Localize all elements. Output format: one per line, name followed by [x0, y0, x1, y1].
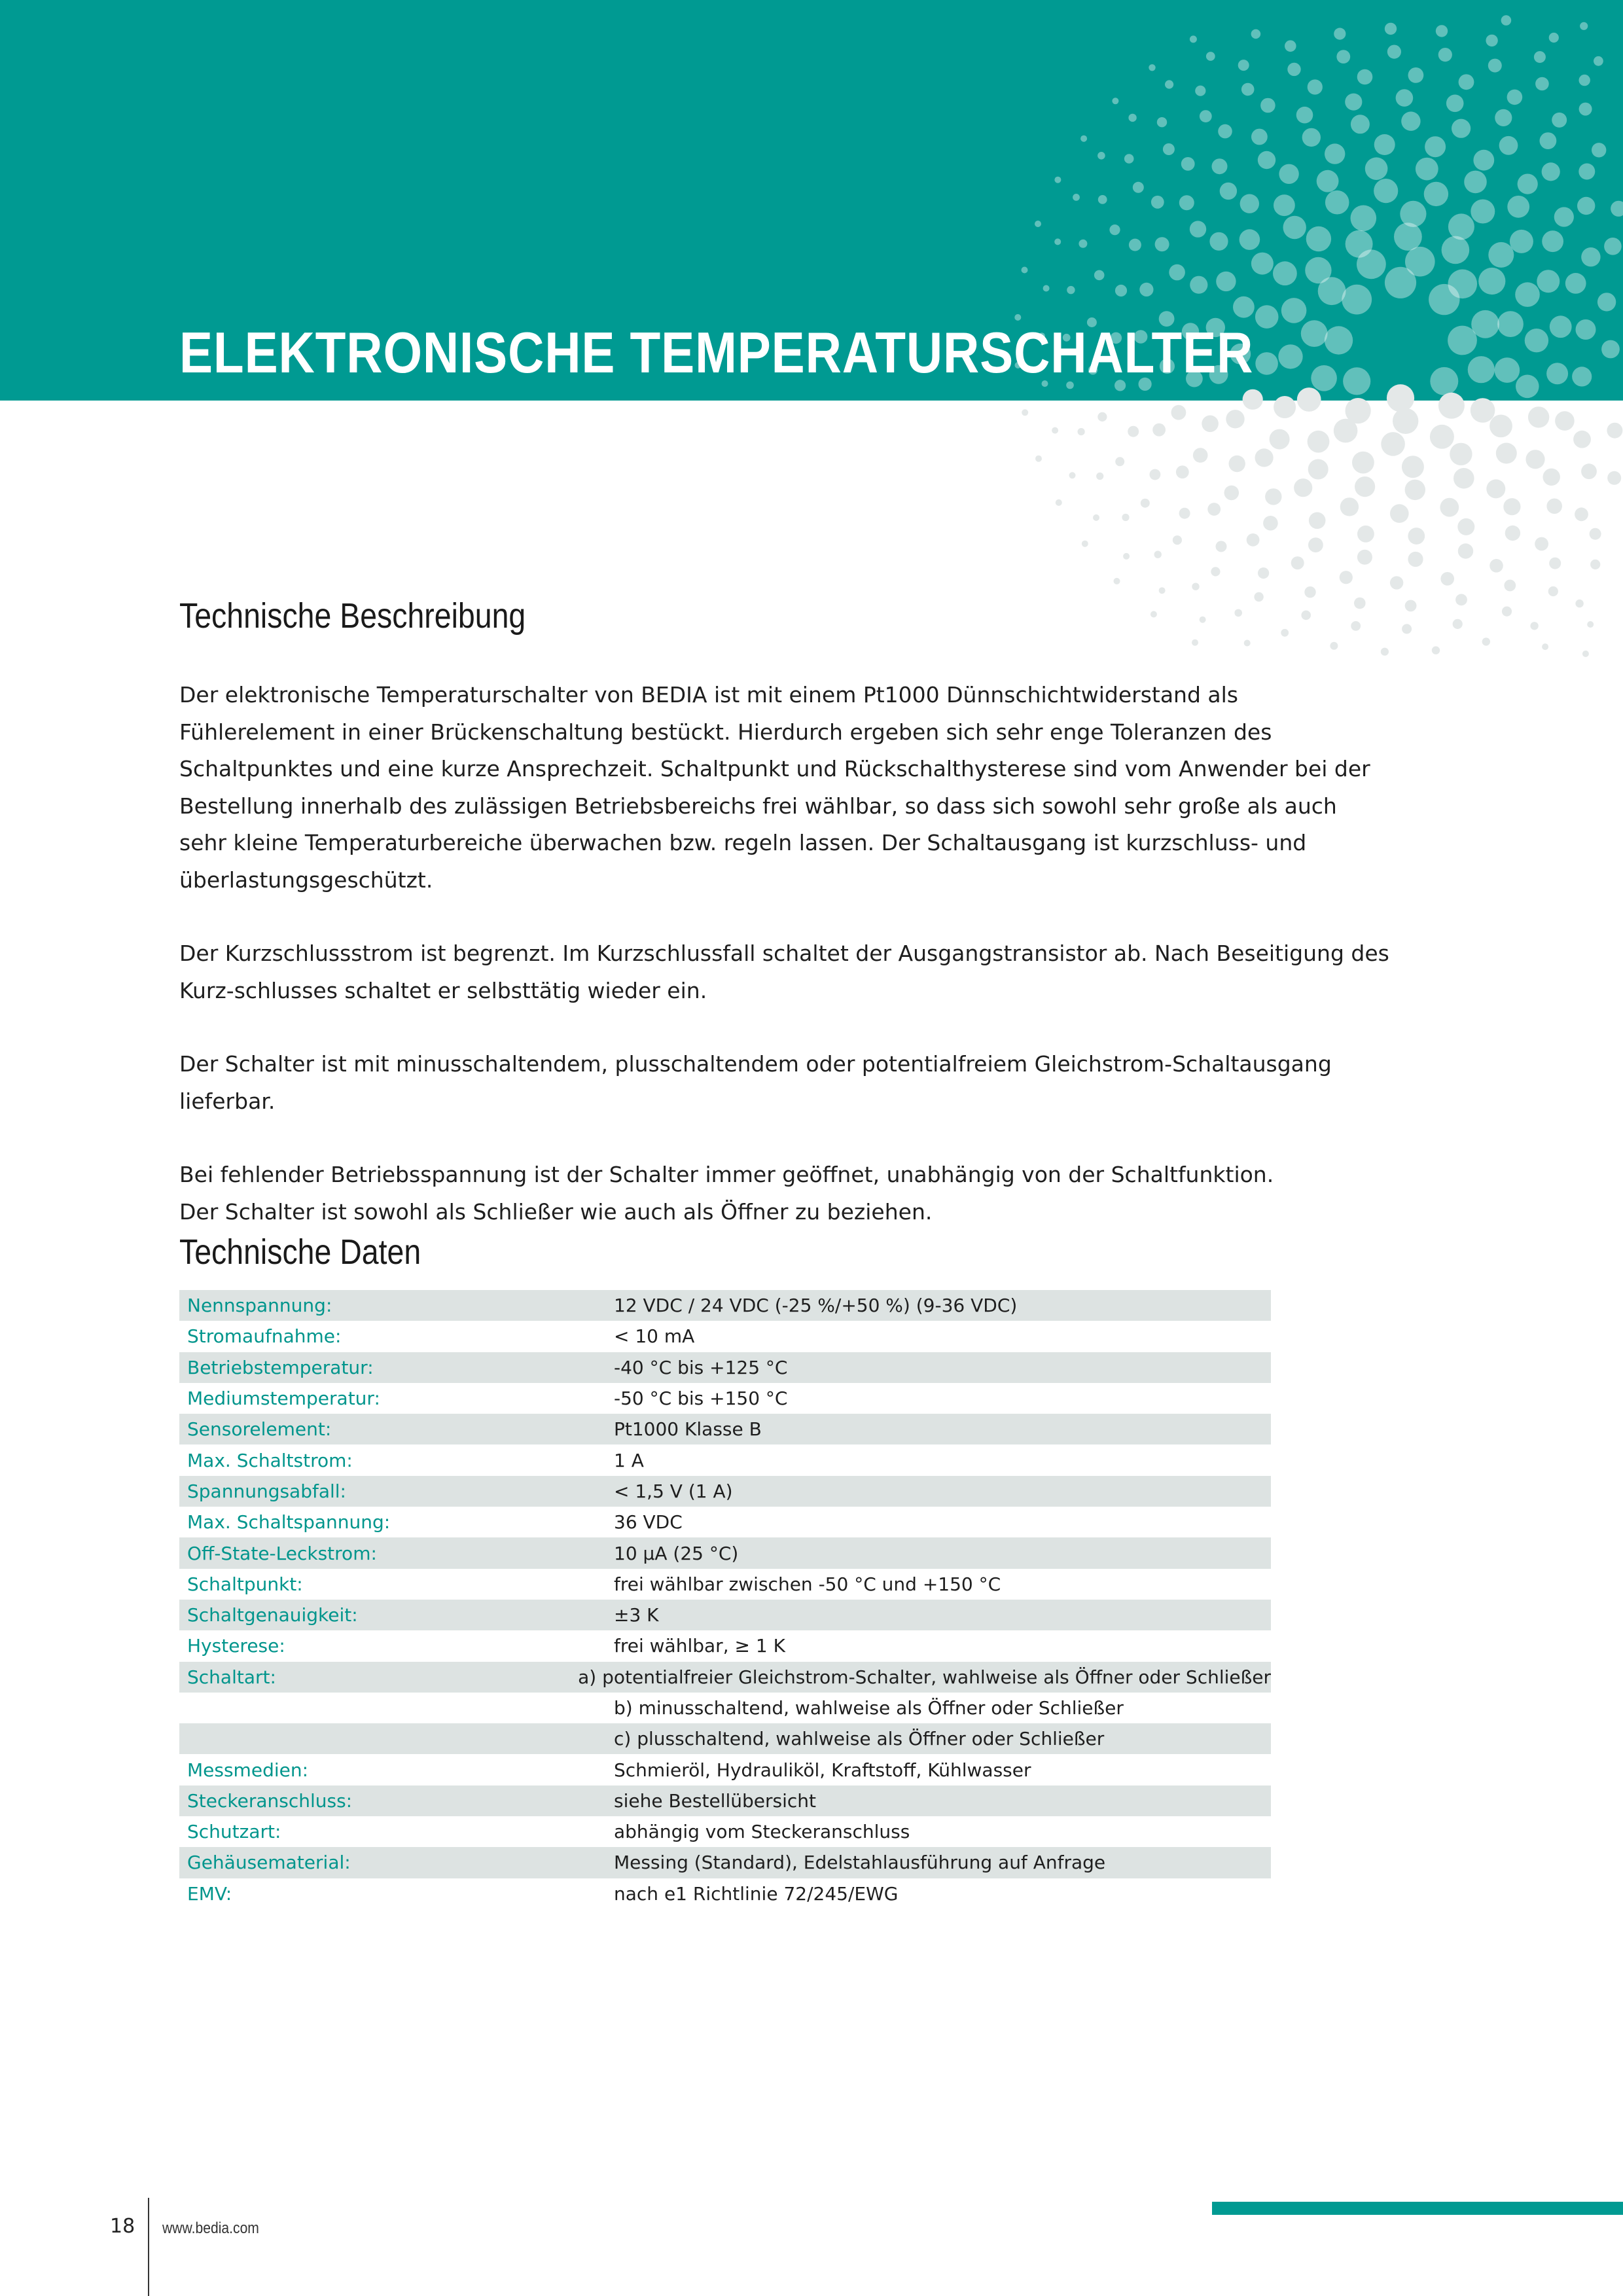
table-row [179, 1537, 1271, 1568]
table-row [179, 1476, 1271, 1507]
description-paragraph: Der Schalter ist mit minusschaltendem, plusschaltendem oder potentialfreiem Gleichstrom-Schaltausgang lieferbar. [179, 1051, 1332, 1114]
row-value: b) minusschaltend, wahlweise als Öffner oder Schließer [614, 1697, 1124, 1719]
row-value: siehe Bestellübersicht [614, 1789, 816, 1812]
row-label: Max. Schaltstrom: [187, 1449, 353, 1471]
row-label: Steckeranschluss: [187, 1789, 353, 1812]
table-row [179, 1383, 1271, 1414]
row-value: 10 µA (25 °C) [614, 1542, 739, 1564]
table-row [179, 1414, 1271, 1444]
row-value: Pt1000 Klasse B [614, 1418, 762, 1441]
row-label: Schaltpunkt: [187, 1573, 303, 1595]
footer-divider [148, 2198, 149, 2296]
section-heading-data: Technische Daten [179, 1232, 421, 1272]
row-label: Schutzart: [187, 1821, 281, 1843]
row-value: Messing (Standard), Edelstahlausführung auf Anfrage [614, 1852, 1106, 1874]
row-label: Sensorelement: [187, 1418, 332, 1441]
table-row [179, 1290, 1271, 1321]
page-number: 18 [110, 2215, 135, 2238]
row-label: Messmedien: [187, 1759, 309, 1781]
table-row [179, 1723, 1271, 1754]
row-value: 12 VDC / 24 VDC (-25 %/+50 %) (9-36 VDC) [614, 1295, 1018, 1317]
table-row [179, 1816, 1271, 1847]
row-value: < 10 mA [614, 1325, 695, 1348]
row-value: Schmieröl, Hydrauliköl, Kraftstoff, Kühlwasser [614, 1759, 1031, 1781]
row-value: abhängig vom Steckeranschluss [614, 1821, 910, 1843]
table-row [179, 1600, 1271, 1630]
table-row [179, 1444, 1271, 1475]
row-label: Off-State-Leckstrom: [187, 1542, 377, 1564]
row-label: EMV: [187, 1882, 232, 1905]
row-value: 36 VDC [614, 1511, 683, 1534]
description-text [179, 677, 1390, 1267]
table-row [179, 1321, 1271, 1352]
table-row [179, 1847, 1271, 1878]
table-row [179, 1754, 1271, 1785]
table-row [179, 1662, 1271, 1693]
row-value: < 1,5 V (1 A) [614, 1480, 733, 1502]
row-label: Gehäusematerial: [187, 1852, 351, 1874]
row-label: Mediumstemperatur: [187, 1388, 380, 1410]
row-label: Betriebstemperatur: [187, 1356, 374, 1378]
row-label: Schaltart: [187, 1666, 276, 1688]
row-value: ±3 K [614, 1604, 659, 1626]
row-value: -50 °C bis +150 °C [614, 1388, 788, 1410]
table-row [179, 1569, 1271, 1600]
row-label: Spannungsabfall: [187, 1480, 346, 1502]
row-label: Hysterese: [187, 1635, 285, 1657]
row-value: 1 A [614, 1449, 644, 1471]
row-label: Schaltgenauigkeit: [187, 1604, 358, 1626]
description-paragraph: Der elektronische Temperaturschalter von BEDIA ist mit einem Pt1000 Dünnschichtwiderstand als Fühlerelement in einer Brückenschaltung bestückt. Hierdurch ergeben sich sehr enge Toleranzen des Schaltpunktes und eine kurze Ansprechzeit. Schaltpunkt und Rückschalthysterese sind vom Anwender bei der Bestellung innerhalb des zulässigen Betriebsbereichs frei wählbar, so dass sich sowohl sehr große als auch sehr kleine Temperaturbereiche überwachen bzw. regeln lassen. Der Schaltausgang ist kurzschluss- und überlastungsgeschützt. [179, 682, 1370, 893]
table-row [179, 1630, 1271, 1661]
row-value: frei wählbar zwischen -50 °C und +150 °C [614, 1573, 1001, 1595]
footer-url: www.bedia.com [162, 2219, 259, 2237]
row-value: a) potentialfreier Gleichstrom-Schalter, wahlweise als Öffner oder Schließer [578, 1666, 1271, 1688]
table-row [179, 1352, 1271, 1383]
row-value: c) plusschaltend, wahlweise als Öffner oder Schließer [614, 1728, 1105, 1750]
row-value: nach e1 Richtlinie 72/245/EWG [614, 1882, 899, 1905]
row-label: Stromaufnahme: [187, 1325, 342, 1348]
row-value: frei wählbar, ≥ 1 K [614, 1635, 785, 1657]
table-row [179, 1693, 1271, 1723]
description-paragraph: Der Kurzschlussstrom ist begrenzt. Im Kurzschlussfall schaltet der Ausgangstransistor ab. Nach Beseitigung des Kurz-schlusses schaltet er selbsttätig wieder ein. [179, 941, 1389, 1003]
table-row [179, 1785, 1271, 1816]
footer-accent-bar [1212, 2202, 1623, 2215]
row-value: -40 °C bis +125 °C [614, 1356, 788, 1378]
technical-data-table [179, 1290, 1271, 1909]
description-paragraph: Bei fehlender Betriebsspannung ist der Schalter immer geöffnet, unabhängig von der Schaltfunktion. Der Schalter ist sowohl als Schließer wie auch als Öffner zu beziehen. [179, 1162, 1274, 1225]
row-label: Max. Schaltspannung: [187, 1511, 391, 1534]
row-label: Nennspannung: [187, 1295, 332, 1317]
page-title: ELEKTRONISCHE TEMPERATURSCHALTER [179, 320, 1254, 385]
table-row [179, 1507, 1271, 1537]
table-row [179, 1878, 1271, 1909]
section-heading-description: Technische Beschreibung [179, 596, 526, 636]
